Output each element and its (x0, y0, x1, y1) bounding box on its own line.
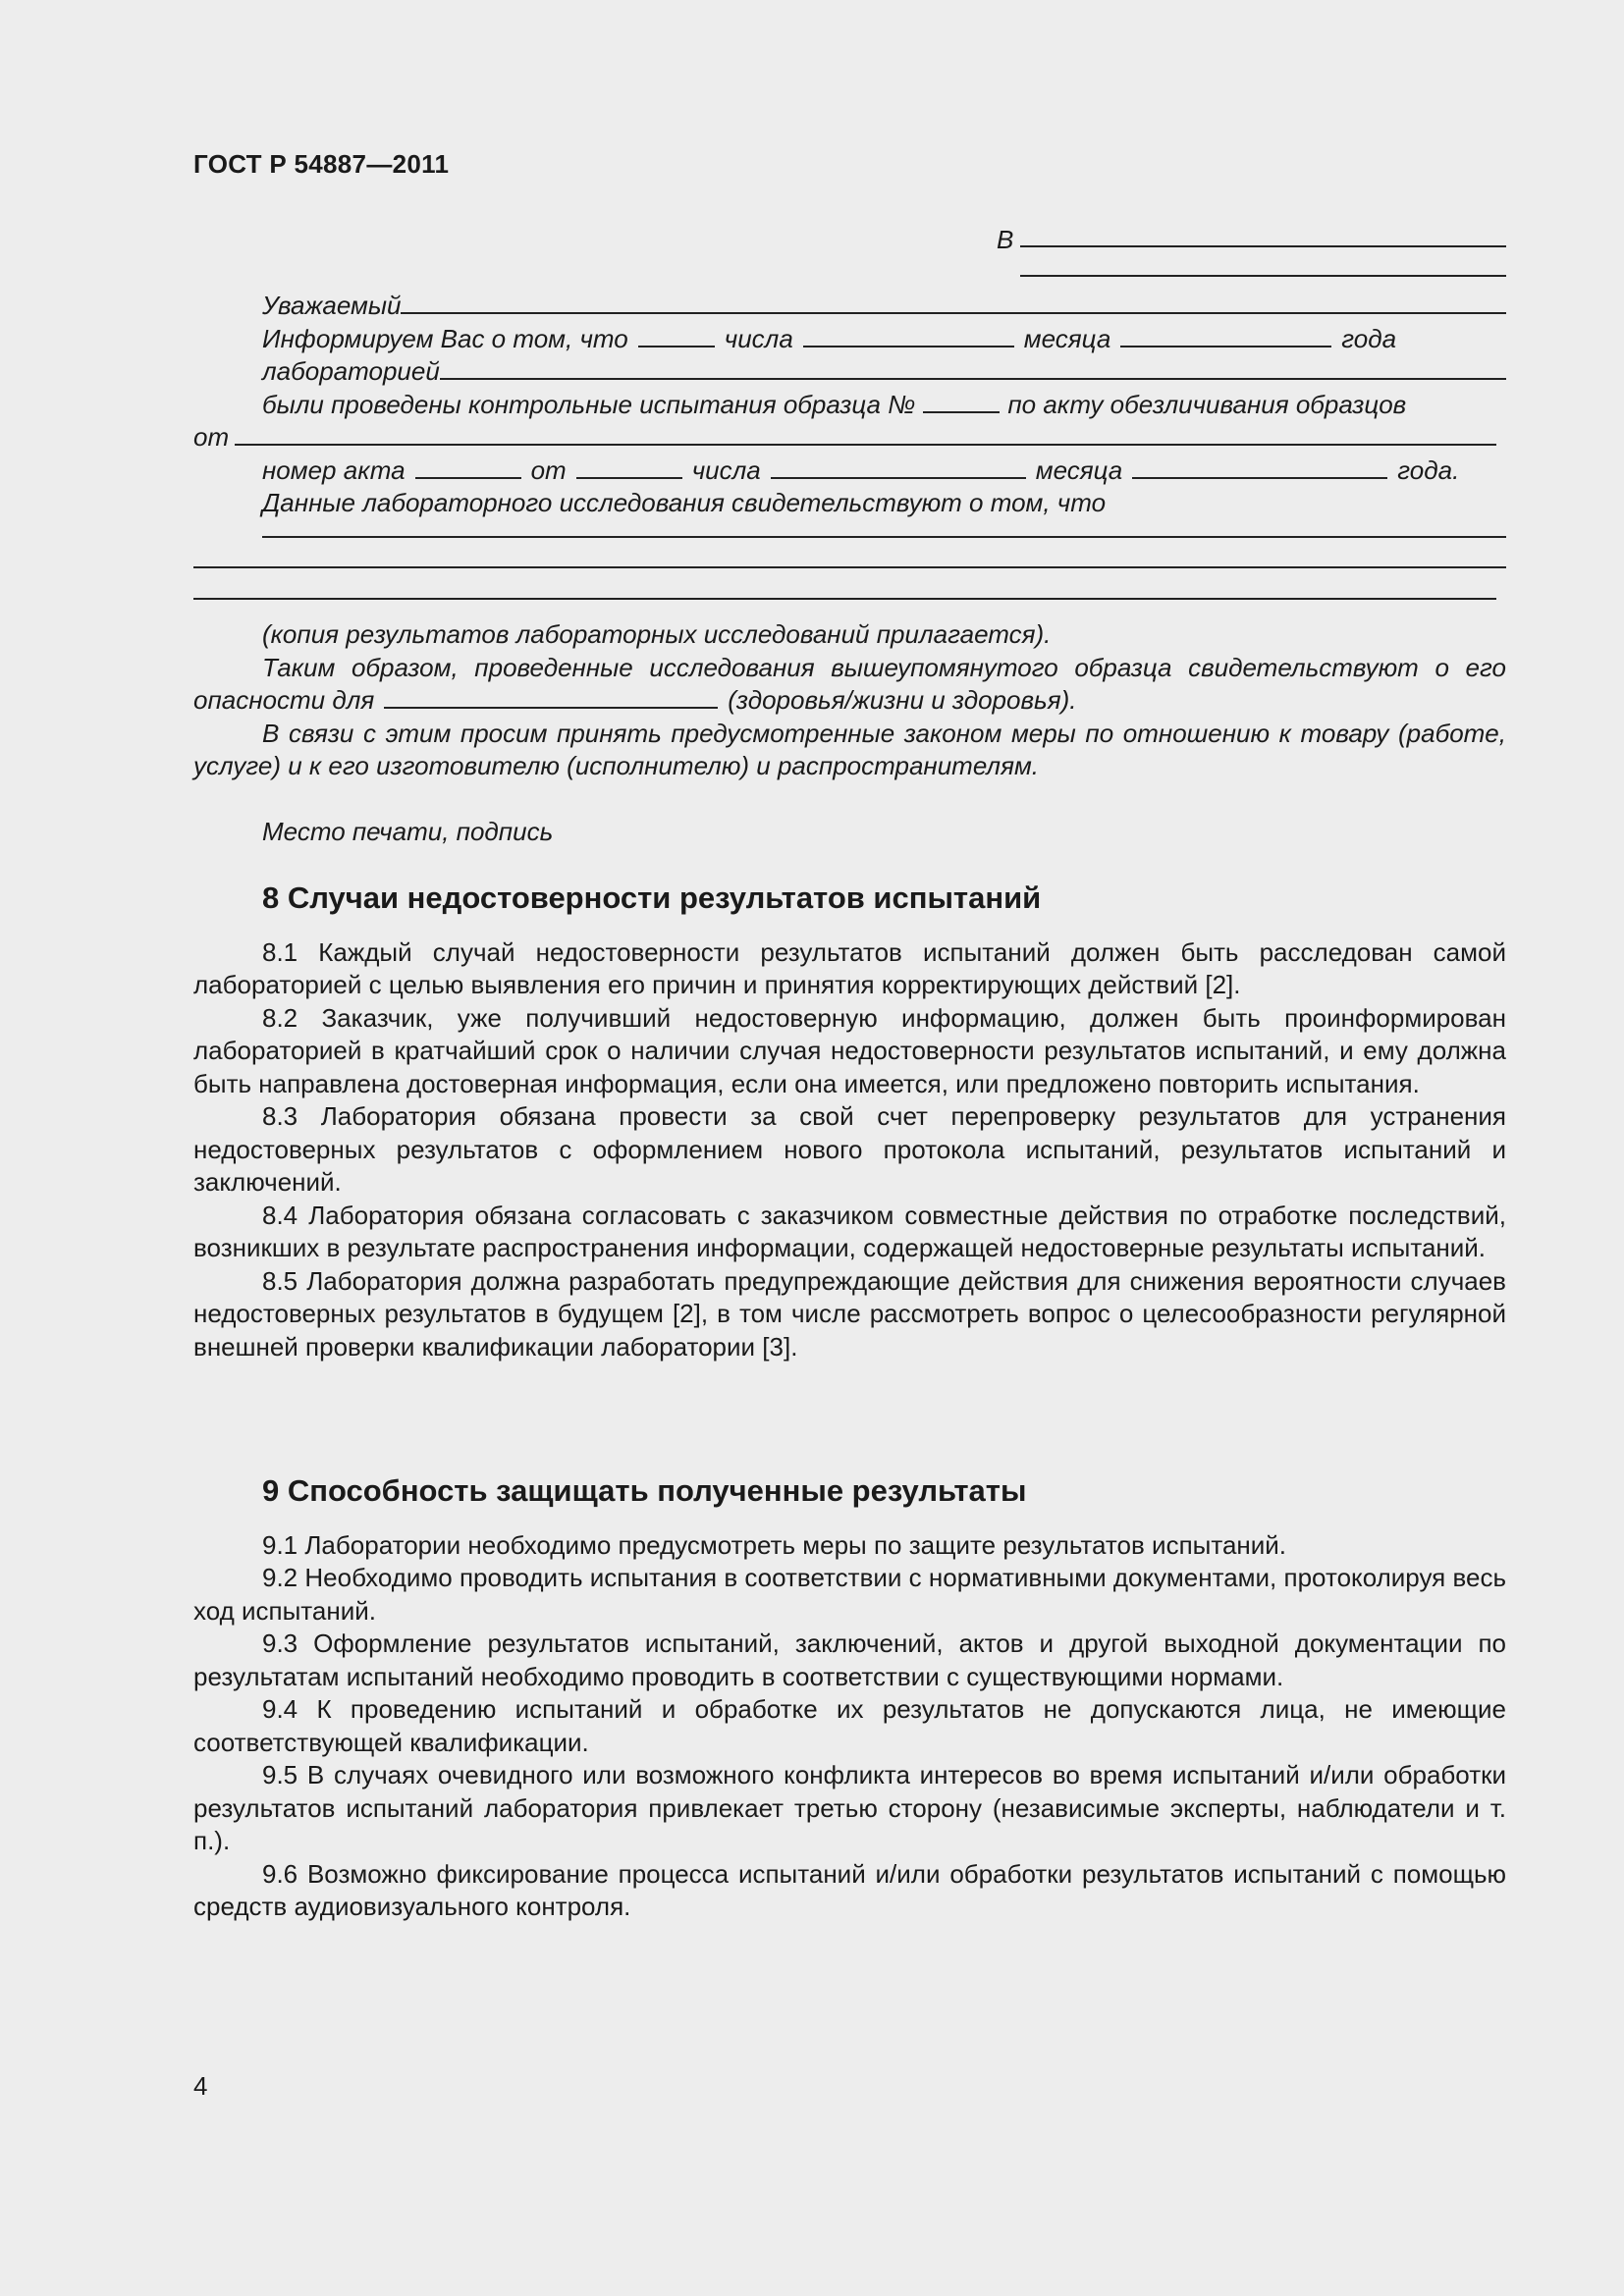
danger-field[interactable] (384, 685, 718, 709)
act-day-label: числа (691, 454, 761, 485)
paragraph-8-4: 8.4 Лаборатория обязана согласовать с заказчиком совместные действия по отработке последствий, возникших в результате распространения информации, содержащей недостоверные результаты испытаний. (193, 1200, 1506, 1262)
conclusion-field-3[interactable] (193, 576, 1496, 600)
act-line (193, 454, 1506, 488)
recipient-line (193, 224, 1506, 257)
act-month-field[interactable] (1132, 455, 1387, 479)
section-9 (193, 1474, 1506, 1924)
paragraph-8-5: 8.5 Лаборатория должна разработать предупреждающие действия для снижения вероятности случаев недостоверных результатов в будущем [2], в том числе рассмотреть вопрос о целесообразности регулярной внешней проверки квалификации лаборатории [3]. (193, 1265, 1506, 1362)
recipient-line-2 (193, 257, 1506, 291)
recipient-field[interactable] (1020, 224, 1506, 247)
paragraph-9-2: 9.2 Необходимо проводить испытания в соответствии с нормативными документами, протоколируя весь ход испытаний. (193, 1563, 1506, 1626)
conclusion-field-1[interactable] (262, 514, 1506, 538)
month-field[interactable] (803, 324, 1014, 347)
recipient-field-2[interactable] (1020, 253, 1506, 277)
year-label: года (1341, 323, 1397, 353)
paragraph-9-1: 9.1 Лаборатории необходимо предусмотреть меры по защите результатов испытаний. (262, 1529, 1287, 1560)
month-label: месяца (1023, 323, 1111, 353)
act-date-field[interactable] (576, 455, 682, 479)
paragraph-8-3: 8.3 Лаборатория обязана провести за свой счет перепроверку результатов для устранения недостоверных результатов с оформлением нового протокола испытаний, результатов испытаний и заключений. (193, 1101, 1506, 1197)
page-number: 4 (193, 2071, 208, 2101)
letter-form (193, 224, 1506, 849)
lab-field[interactable] (440, 356, 1506, 380)
tests-text: были проведены контрольные испытания образца № (262, 389, 916, 419)
data-line: Данные лабораторного исследования свидетельствуют о том, что (262, 488, 1107, 517)
from-field[interactable] (235, 422, 1496, 446)
section-8-title: 8 Случаи недостоверности результатов испытаний (262, 881, 1042, 915)
blank-line-3 (193, 586, 1506, 619)
day-label: числа (724, 323, 793, 353)
document-header: ГОСТ Р 54887—2011 (193, 149, 450, 179)
danger-line (193, 684, 1506, 718)
day-field[interactable] (638, 324, 715, 347)
lab-line (193, 355, 1506, 389)
inform-line (193, 323, 1506, 356)
recipient-prefix: В (997, 225, 1014, 254)
section-8 (193, 881, 1506, 1363)
danger-prefix: опасности для (193, 685, 375, 715)
dear-label: Уважаемый (262, 291, 402, 320)
section-9-title: 9 Способность защищать полученные результаты (262, 1473, 1027, 1508)
tests-line (193, 389, 1506, 422)
year-field[interactable] (1120, 324, 1331, 347)
act-label: номер акта (262, 454, 406, 485)
lab-label: лабораторией (262, 356, 440, 386)
danger-suffix: (здоровья/жизни и здоровья). (728, 685, 1077, 715)
from-line (193, 421, 1506, 454)
from-label: от (193, 422, 230, 452)
act-day-field[interactable] (771, 455, 1026, 479)
paragraph-9-4: 9.4 К проведению испытаний и обработке их результатов не допускаются лица, не имеющие соответствующей квалификации. (193, 1694, 1506, 1757)
paragraph-9-6: 9.6 Возможно фиксирование процесса испытаний и/или обработки результатов испытаний с помощью средств аудиовизуального контроля. (193, 1858, 1506, 1921)
thus-line: Таким образом, проведенные исследования вышеупомянутого образца свидетельствуют о его (262, 652, 1506, 682)
tests-text-2: по акту обезличивания образцов (1007, 389, 1407, 419)
act-month-label: месяца (1035, 454, 1123, 485)
act-year-label: года. (1397, 454, 1460, 485)
conclusion-field-2[interactable] (193, 545, 1506, 568)
inform-text: Информируем Вас о том, что (262, 323, 628, 353)
dear-line (193, 290, 1506, 323)
request-paragraph: В связи с этим просим принять предусмотренные законом меры по отношению к товару (работе, услуге) и к его изготовителю (исполнителю) и распространителям. (193, 718, 1506, 780)
paragraph-9-5: 9.5 В случаях очевидного или возможного конфликта интересов во время испытаний и/или обработки результатов испытаний лаборатория привлекает третью сторону (независимые эксперты, наблюдатели и т. п.). (193, 1760, 1506, 1855)
act-from-label: от (530, 454, 567, 485)
copy-note: (копия результатов лабораторных исследований прилагается). (262, 619, 1052, 649)
sample-number-field[interactable] (923, 390, 1000, 413)
seal-line: Место печати, подпись (262, 817, 554, 846)
paragraph-9-3: 9.3 Оформление результатов испытаний, заключений, актов и другой выходной документации по результатам испытаний необходимо проводить в соответствии с существующими нормами. (193, 1629, 1506, 1691)
act-number-field[interactable] (415, 455, 521, 479)
paragraph-8-1: 8.1 Каждый случай недостоверности результатов испытаний должен быть расследован самой лабораторией с целью выявления его причин и принятия корректирующих действий [2]. (193, 936, 1506, 999)
addressee-field[interactable] (401, 291, 1506, 314)
paragraph-8-2: 8.2 Заказчик, уже получивший недостоверную информацию, должен быть проинформирован лабораторией в кратчайший срок о наличии случая недостоверности результатов испытаний, и ему должна быть направлена достоверная информация, если она имеется, или предложено повторить испытания. (193, 1002, 1506, 1098)
